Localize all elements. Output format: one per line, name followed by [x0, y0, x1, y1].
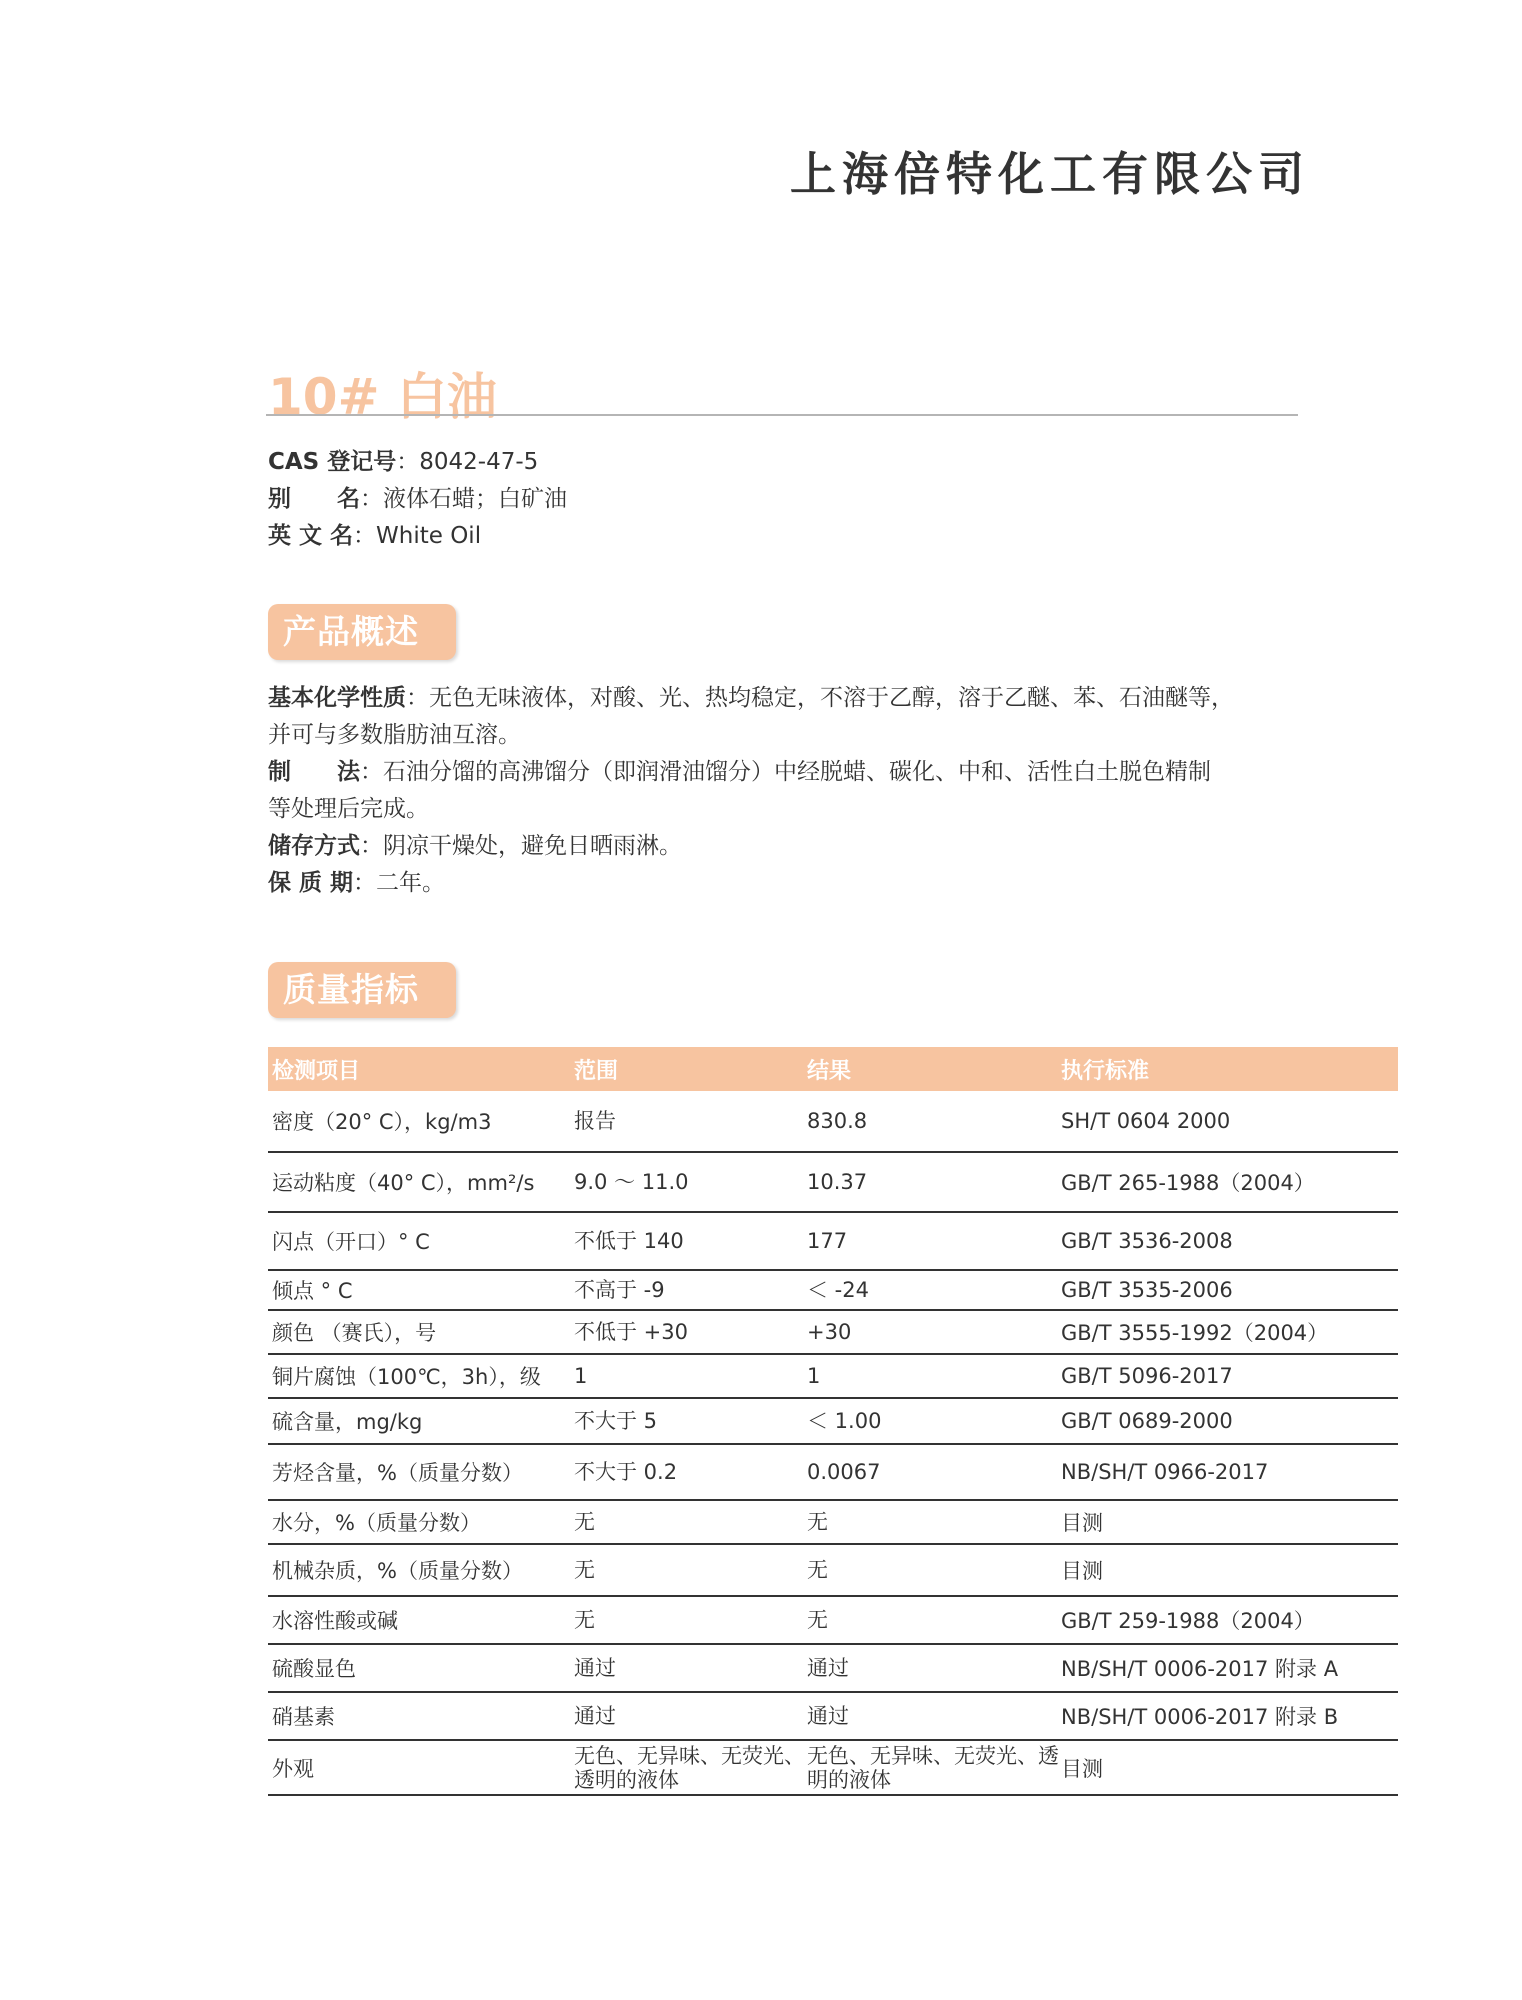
cell-range: 9.0 ～ 11.0 [574, 1170, 689, 1194]
info-cas: CAS 登记号：8042-47-5 [268, 449, 539, 475]
cell-result: ＜ -24 [807, 1278, 869, 1302]
method-cont: 等处理后完成。 [268, 796, 429, 822]
cell-item: 外观 [272, 1756, 314, 1781]
cell-item: 水溶性酸或碱 [272, 1609, 398, 1633]
properties-value: 无色无味液体，对酸、光、热均稳定，不溶于乙醇，溶于乙醚、苯、石油醚等， [429, 685, 1234, 711]
header-standard: 执行标准 [1061, 1058, 1150, 1084]
product-info [268, 444, 567, 555]
cell-result: 通过 [807, 1656, 849, 1680]
header-item: 检测项目 [272, 1058, 361, 1084]
table-row [268, 1545, 1398, 1597]
cell-result: +30 [807, 1320, 852, 1344]
table-row [268, 1445, 1398, 1501]
cell-range: 无色、无异味、无荧光、透明的液体 [574, 1743, 805, 1792]
cell-range: 不低于 140 [574, 1229, 684, 1253]
quality-table [268, 1047, 1398, 1796]
section-quality-badge: 质量指标 [268, 962, 456, 1018]
cell-range: 不高于 -9 [574, 1278, 665, 1302]
cell-range: 不大于 5 [574, 1409, 658, 1433]
table-row [268, 1597, 1398, 1645]
info-label: 英 文 名 [268, 523, 354, 549]
product-title: 10# 白油 [268, 368, 497, 426]
method-label: 制 法 [268, 759, 360, 785]
overview-body [268, 680, 1308, 902]
cell-result: ＜ 1.00 [807, 1409, 882, 1433]
cell-item: 芳烃含量，%（质量分数） [272, 1461, 523, 1485]
info-value: White Oil [376, 523, 482, 549]
storage-label: 储存方式 [268, 833, 360, 859]
cell-result: 177 [807, 1229, 848, 1253]
method-value: 石油分馏的高沸馏分（即润滑油馏分）中经脱蜡、碳化、中和、活性白土脱色精制 [383, 759, 1211, 785]
cell-item: 水分，%（质量分数） [272, 1511, 481, 1535]
cell-result: 无色、无异味、无荧光、透明的液体 [807, 1743, 1059, 1792]
cell-range: 1 [574, 1364, 588, 1388]
cell-standard: GB/T 3555-1992（2004） [1061, 1321, 1329, 1345]
cell-range: 无 [574, 1608, 595, 1632]
table-row [268, 1271, 1398, 1311]
info-alias: 别 名：液体石蜡；白矿油 [268, 486, 567, 512]
cell-item: 运动粘度（40° C），mm²/s [272, 1171, 535, 1195]
table-row [268, 1091, 1398, 1153]
table-row [268, 1213, 1398, 1271]
overview-shelf-life: 保 质 期：二年。 [268, 870, 446, 896]
cell-standard: GB/T 0689-2000 [1061, 1409, 1233, 1433]
section-overview-badge: 产品概述 [268, 604, 456, 660]
table-row [268, 1741, 1398, 1796]
cell-standard: NB/SH/T 0006-2017 附录 B [1061, 1705, 1339, 1729]
overview-properties: 基本化学性质：无色无味液体，对酸、光、热均稳定，不溶于乙醇，溶于乙醚、苯、石油醚等， [268, 685, 1234, 711]
title-divider [266, 414, 1298, 416]
info-label: CAS 登记号 [268, 449, 397, 475]
cell-item: 铜片腐蚀（100℃，3h），级 [272, 1365, 541, 1389]
cell-standard: SH/T 0604 2000 [1061, 1109, 1231, 1133]
table-row [268, 1693, 1398, 1741]
cell-result: 无 [807, 1558, 828, 1582]
cell-standard: GB/T 259-1988（2004） [1061, 1609, 1315, 1633]
info-label: 别 名 [268, 486, 360, 512]
cell-range: 无 [574, 1558, 595, 1582]
cell-standard: GB/T 5096-2017 [1061, 1364, 1233, 1388]
cell-standard: 目测 [1061, 1559, 1103, 1583]
info-value: 8042-47-5 [419, 449, 539, 475]
cell-standard: 目测 [1061, 1511, 1103, 1535]
header-range: 范围 [574, 1058, 619, 1084]
cell-result: 0.0067 [807, 1460, 881, 1484]
cell-item: 倾点 ° C [272, 1279, 353, 1303]
info-english-name: 英 文 名：White Oil [268, 523, 482, 549]
cell-result: 无 [807, 1608, 828, 1632]
cell-result: 1 [807, 1364, 821, 1388]
cell-result: 无 [807, 1510, 828, 1534]
cell-range: 报告 [574, 1109, 616, 1133]
shelf-label: 保 质 期 [268, 870, 354, 896]
cell-range: 不低于 +30 [574, 1320, 688, 1344]
cell-result: 通过 [807, 1704, 849, 1728]
cell-standard: GB/T 3535-2006 [1061, 1278, 1233, 1302]
cell-range: 无 [574, 1510, 595, 1534]
table-row [268, 1311, 1398, 1355]
cell-item: 密度（20° C），kg/m3 [272, 1110, 492, 1134]
properties-label: 基本化学性质 [268, 685, 406, 711]
shelf-value: 二年。 [376, 870, 446, 896]
table-row [268, 1355, 1398, 1399]
cell-item: 硝基素 [272, 1705, 335, 1729]
table-row [268, 1501, 1398, 1545]
cell-range: 通过 [574, 1656, 616, 1680]
cell-item: 硫酸显色 [272, 1657, 356, 1681]
table-body [268, 1091, 1398, 1796]
info-value: 液体石蜡；白矿油 [383, 486, 567, 512]
cell-standard: GB/T 265-1988（2004） [1061, 1171, 1315, 1195]
table-header [268, 1047, 1398, 1091]
cell-item: 硫含量，mg/kg [272, 1410, 423, 1434]
cell-standard: GB/T 3536-2008 [1061, 1229, 1233, 1253]
cell-standard: NB/SH/T 0966-2017 [1061, 1460, 1269, 1484]
table-row [268, 1153, 1398, 1213]
table-row [268, 1399, 1398, 1445]
overview-storage: 储存方式：阴凉干燥处，避免日晒雨淋。 [268, 833, 682, 859]
cell-range: 不大于 0.2 [574, 1460, 678, 1484]
cell-standard: NB/SH/T 0006-2017 附录 A [1061, 1657, 1339, 1681]
storage-value: 阴凉干燥处，避免日晒雨淋。 [383, 833, 682, 859]
table-row [268, 1645, 1398, 1693]
cell-result: 830.8 [807, 1109, 868, 1133]
cell-range: 通过 [574, 1704, 616, 1728]
cell-standard: 目测 [1061, 1756, 1103, 1781]
overview-method: 制 法：石油分馏的高沸馏分（即润滑油馏分）中经脱蜡、碳化、中和、活性白土脱色精制 [268, 759, 1211, 785]
cell-result: 10.37 [807, 1170, 868, 1194]
cell-item: 机械杂质，%（质量分数） [272, 1559, 523, 1583]
properties-cont: 并可与多数脂肪油互溶。 [268, 722, 521, 748]
cell-item: 颜色 （赛氏），号 [272, 1321, 437, 1345]
header-result: 结果 [807, 1058, 852, 1084]
company-name: 上海倍特化工有限公司 [790, 147, 1310, 201]
cell-item: 闪点（开口）° C [272, 1230, 430, 1254]
